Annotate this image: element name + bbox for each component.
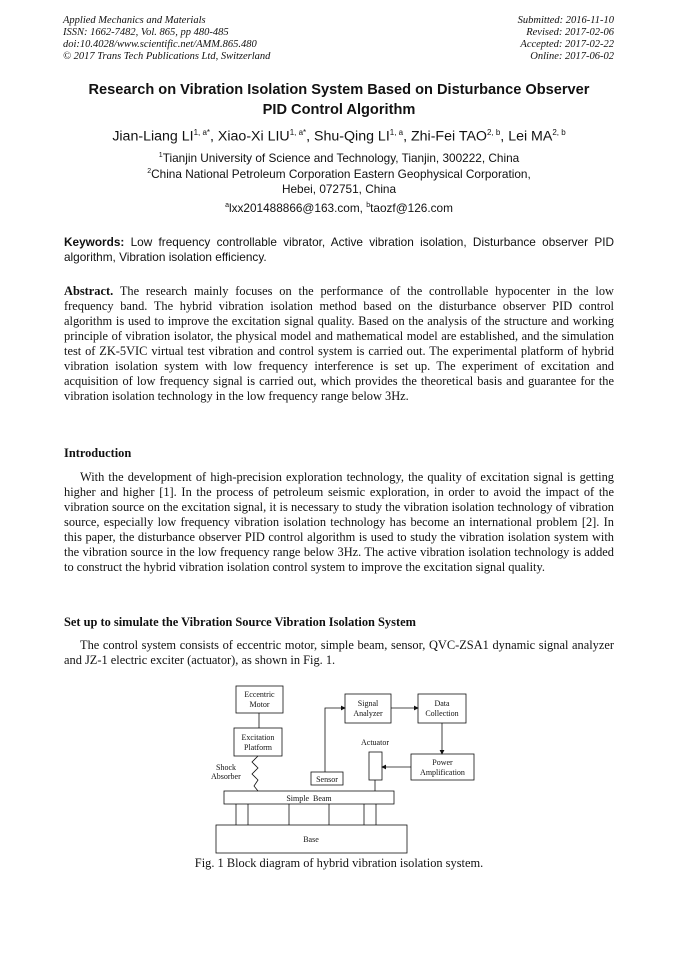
author-name: Shu-Qing LI (314, 128, 390, 145)
section-heading-introduction: Introduction (64, 446, 132, 460)
email-a[interactable]: lxx201488866@163.com, (228, 200, 367, 215)
power-amplification-label-2: Amplification (420, 768, 465, 777)
author-name: Lei MA (508, 128, 553, 145)
shock-absorber-label-1: Shock (216, 763, 236, 772)
author-name: Jian-Liang LI (112, 128, 194, 145)
email-sup: b (366, 202, 371, 209)
sensor-label: Sensor (316, 775, 338, 784)
power-amplification-label-1: Power (432, 758, 453, 767)
author-sup: 1, a (389, 128, 404, 137)
affiliation-text: China National Petroleum Corporation Eastern Geophysical Corporation, (151, 167, 531, 182)
author-sup: 2, b (552, 128, 566, 137)
section-heading-setup: Set up to simulate the Vibration Source Vibration Isolation System (64, 615, 416, 629)
affiliation-text: Tianjin University of Science and Technology, Tianjin, 300222, China (162, 150, 520, 165)
date-submitted: Submitted: 2016-11-10 (517, 15, 614, 26)
excitation-platform-label-1: Excitation (241, 733, 275, 742)
date-accepted: Accepted: 2017-02-22 (520, 39, 614, 50)
author-sup: 1, a* (289, 128, 307, 137)
base-label: Base (303, 835, 319, 844)
setup-text: The control system consists of eccentric motor, simple beam, sensor, QVC-ZSA1 dynamic signal analyzer and JZ-1 electric exciter (actuator), as shown in Fig. 1. (64, 638, 614, 667)
signal-analyzer-label-1: Signal (357, 699, 379, 708)
data-collection-label-1: Data (434, 699, 450, 708)
title-line-1: Research on Vibration Isolation System Based on Disturbance Observer (88, 82, 590, 98)
introduction-text: With the development of high-precision exploration technology, the quality of excitation signal is getting higher and higher [1]. In the process of petroleum seismic exploration, in order to avoid the impact of the vibration source on the excitation signal, it is necessary to study the vibration isolation technology of vibration source, especially low frequency vibration isolation technology has become an international problem [2]. In this paper, the disturbance observer PID control algorithm is used to study the vibration isolation system with the vibration source in the low frequency range below 3Hz. The active vibration isolation technology is added to construct the hybrid vibration isolation control system to improve the excitation signal quality. (64, 470, 614, 574)
excitation-platform-label-2: Platform (244, 743, 272, 752)
simple-beam-label: Simple Beam (286, 794, 332, 803)
date-online: Online: 2017-06-02 (530, 51, 614, 62)
keywords-text: Low frequency controllable vibrator, Active vibration isolation, Disturbance observer PID algorithm, Vibration isolation efficiency. (64, 235, 614, 264)
title-line-2: PID Control Algorithm (262, 102, 416, 118)
email-b[interactable]: taozf@126.com (370, 200, 453, 215)
affiliation-sup: 1 (158, 152, 163, 159)
abstract-text: The research mainly focuses on the performance of the controllable hypocenter in the low frequency band. The hybrid vibration isolation method based on the disturbance observer PID control algorithm is used to improve the excitation signal quality. Based on the analysis of the structure and working principle of vibration isolator, the physical model and mathematical model are established, and the simulation test of ZK-5VIC virtual test vibration and control system is carried out. The experimental platform of hybrid vibration isolation system with low frequency interference is set up. The experiment of excitation and acquisition of low frequency signal is carried out, which provides the theoretical basis and guarantee for the vibration isolation technology in the low frequency range below 3Hz. (64, 284, 614, 403)
abstract-label: Abstract. (64, 284, 114, 298)
eccentric-motor-label-1: Eccentric (244, 690, 275, 699)
shock-absorber-label-2: Absorber (211, 772, 241, 781)
actuator-label: Actuator (361, 738, 389, 747)
affiliation-2-cont: Hebei, 072751, China (281, 181, 397, 196)
keywords-label: Keywords: (64, 235, 125, 249)
shock-absorber-spring (252, 756, 258, 791)
actuator-box (369, 752, 382, 780)
figure-caption: Fig. 1 Block diagram of hybrid vibration isolation system. (194, 856, 484, 870)
eccentric-motor-label-2: Motor (249, 700, 270, 709)
author-name: Xiao-Xi LIU (217, 128, 290, 145)
affiliation-sup: 2 (147, 168, 152, 176)
journal-name: Applied Mechanics and Materials (63, 15, 206, 26)
journal-doi: doi:10.4028/www.scientific.net/AMM.865.480 (63, 39, 257, 50)
journal-issn: ISSN: 1662-7482, Vol. 865, pp 480-485 (63, 27, 229, 38)
data-collection-label-2: Collection (425, 709, 459, 718)
author-sup: 1, a* (193, 128, 211, 137)
journal-copyright: © 2017 Trans Tech Publications Ltd, Switzerland (63, 51, 271, 62)
author-list: Jian-Liang $LI^{1, a*}$, Xiao-Xi $LIU^{1, a*}$, Shu-Qing LI$^{1, a}$, Zhi-Fei TAO$^{2, b}$, Lei MA$^{2, b}$ (112, 128, 566, 145)
date-revised: Revised: 2017-02-06 (526, 27, 614, 38)
email-sup: a (225, 202, 229, 209)
signal-analyzer-label-2: Analyzer (353, 709, 383, 718)
author-name: Zhi-Fei TAO (411, 128, 487, 145)
author-sup: 2, b (486, 128, 501, 137)
